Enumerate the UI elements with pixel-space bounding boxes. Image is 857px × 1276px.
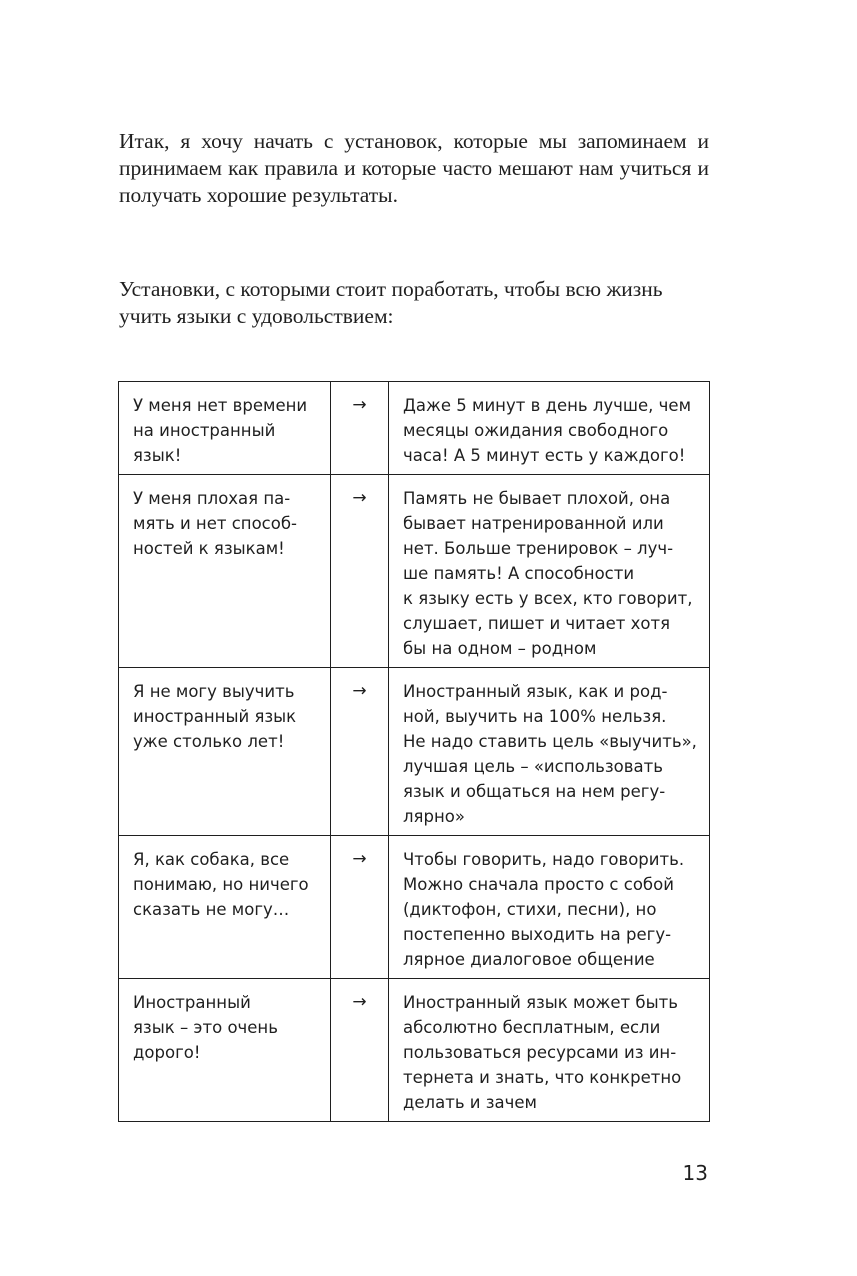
belief-cell: Иностранный язык – это очень дорого! (119, 979, 331, 1122)
arrow-icon: → (331, 836, 389, 979)
arrow-icon: → (331, 475, 389, 668)
reframe-cell: Даже 5 минут в день лучше, чем месяцы ожидания свободного часа! А 5 минут есть у каждого! (389, 382, 710, 475)
intro-paragraph: Итак, я хочу начать с установок, которые мы запоминаем и принимаем как правила и которые часто мешают нам учиться и получать хорошие результаты. (119, 129, 709, 207)
reframe-cell: Память не бывает плохой, она бывает натренированной или нет. Больше тренировок – луч- ше память! А способности к языку есть у всех, кто говорит, слушает, пишет и читает хотя бы на одном – родном (389, 475, 710, 668)
belief-cell: У меня нет времени на иностранный язык! (119, 382, 331, 475)
table-row (119, 382, 710, 475)
reframe-cell: Иностранный язык, как и род- ной, выучить на 100% нельзя. Не надо ставить цель «выучить», лучшая цель – «использовать язык и общаться на нем регу- лярно» (389, 668, 710, 836)
table-intro-paragraph: Установки, с которыми стоит поработать, чтобы всю жизнь учить языки с удовольствием: (119, 277, 663, 328)
table-row (119, 668, 710, 836)
table-row (119, 979, 710, 1122)
arrow-icon: → (331, 382, 389, 475)
arrow-icon: → (331, 979, 389, 1122)
reframe-cell: Чтобы говорить, надо говорить. Можно сначала просто с собой (диктофон, стихи, песни), но постепенно выходить на регу- лярное диалоговое общение (389, 836, 710, 979)
reframe-cell: Иностранный язык может быть абсолютно бесплатным, если пользоваться ресурсами из ин- тернета и знать, что конкретно делать и зачем (389, 979, 710, 1122)
belief-cell: Я, как собака, все понимаю, но ничего сказать не могу… (119, 836, 331, 979)
page-number: 13 (682, 1161, 708, 1185)
table-row (119, 475, 710, 668)
belief-cell: У меня плохая па- мять и нет способ- ностей к языкам! (119, 475, 331, 668)
belief-cell: Я не могу выучить иностранный язык уже столько лет! (119, 668, 331, 836)
table-row (119, 836, 710, 979)
beliefs-table (118, 381, 710, 1122)
arrow-icon: → (331, 668, 389, 836)
